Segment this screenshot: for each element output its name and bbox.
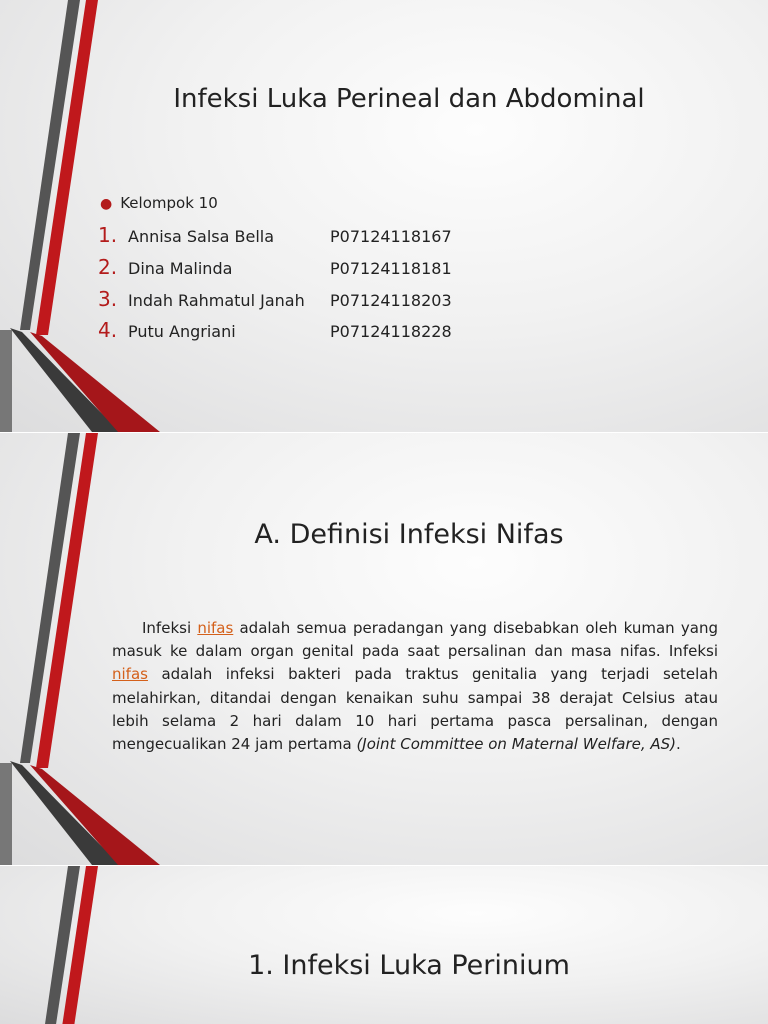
para-text: Infeksi xyxy=(142,619,198,637)
para-text: adalah infeksi bakteri pada traktus genitalia yang terjadi setelah melahirkan, ditandai dengan kenaikan suhu sampai 38 derajat Celsius atau lebih selama 2 hari dalam 10 hari pertama pasca persalinan, dengan mengecualikan 24 jam pertama xyxy=(112,665,718,754)
nifas-link[interactable]: nifas xyxy=(197,619,234,637)
member-nim: P07124118181 xyxy=(330,259,452,278)
slide-title: A. Definisi Infeksi Nifas xyxy=(254,519,564,550)
group-text: Kelompok 10 xyxy=(120,194,218,212)
group-label xyxy=(100,194,218,212)
definition-paragraph xyxy=(112,617,718,756)
member-nim: P07124118167 xyxy=(330,227,452,246)
slide-title: 1. Infeksi Luka Perinium xyxy=(248,950,570,981)
member-name: Annisa Salsa Bella xyxy=(128,227,275,246)
member-number: 1. xyxy=(98,223,118,247)
slide-decoration xyxy=(0,866,200,1024)
slide-1 xyxy=(0,0,768,432)
member-number: 4. xyxy=(98,318,118,342)
slide-decoration xyxy=(0,0,200,432)
slide-title: Infeksi Luka Perineal dan Abdominal xyxy=(173,84,645,114)
bullet-icon: ● xyxy=(100,196,113,212)
citation: (Joint Committee on Maternal Welfare, AS) xyxy=(356,735,677,754)
member-nim: P07124118203 xyxy=(330,291,452,310)
member-name: Putu Angriani xyxy=(128,322,236,341)
para-text: adalah semua peradangan yang disebabkan oleh kuman yang masuk ke dalam organ genital pada saat persalinan dan masa nifas. Infeksi xyxy=(112,619,718,661)
slide-3 xyxy=(0,866,768,1024)
member-nim: P07124118228 xyxy=(330,322,452,341)
member-name: Dina Malinda xyxy=(128,259,233,278)
member-name: Indah Rahmatul Janah xyxy=(128,291,305,310)
para-text: . xyxy=(676,735,681,754)
member-number: 2. xyxy=(98,255,118,279)
slide-2 xyxy=(0,433,768,865)
nifas-link[interactable]: nifas xyxy=(112,665,148,684)
member-number: 3. xyxy=(98,287,118,311)
